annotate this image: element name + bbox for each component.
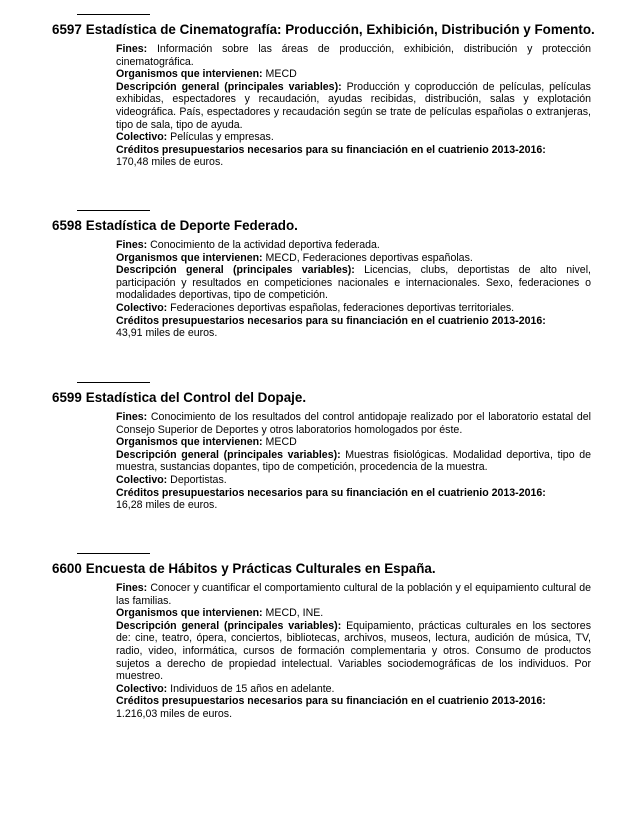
entry-body (116, 582, 591, 721)
entry-title (52, 390, 612, 406)
desc-label: Descripción general (principales variables): (116, 448, 341, 461)
cred-label: Créditos presupuestarios necesarios para su financiación en el cuatrienio 2013-2016: (116, 695, 546, 708)
org-text: MECD (265, 436, 297, 449)
separator-rule (77, 382, 150, 383)
cred-label: Créditos presupuestarios necesarios para su financiación en el cuatrienio 2013-2016: (116, 314, 546, 327)
desc-text: Equipamiento, prácticas culturales en los sectores de: cine, teatro, ópera, conciertos, bibliotecas, archivos, museos, lectura, audición de música, TV, radio, video, informática, cursos de formación complementaria y otros. Consumo de productos sujetos a derecho de propiedad intelectual. Variables sociodemográficas de los individuos. Por muestreo. (116, 619, 591, 683)
col-text: Federaciones deportivas españolas, federaciones deportivas territoriales. (170, 301, 515, 314)
org-text: MECD, INE. (265, 607, 324, 620)
entry-title (52, 218, 612, 234)
entry-number: 6598 (52, 218, 82, 233)
fines-text: Conocimiento de los resultados del control antidopaje realizado por el laboratorio estatal del Consejo Superior de Deportes y otros laboratorios homologados por éste. (116, 411, 591, 436)
org-paragraph (116, 252, 591, 265)
fines-text: Conocer y cuantificar el comportamiento cultural de la población y el equipamiento cultural de las familias. (116, 582, 591, 607)
desc-paragraph (116, 81, 591, 131)
desc-label: Descripción general (principales variables): (116, 264, 355, 277)
entry-body (116, 411, 591, 512)
entry-title-text: Estadística de Deporte Federado. (85, 218, 298, 233)
col-label: Colectivo: (116, 473, 168, 486)
org-text: MECD, Federaciones deportivas españolas. (265, 251, 473, 264)
desc-label: Descripción general (principales variables): (116, 80, 342, 93)
fines-paragraph (116, 43, 591, 68)
col-paragraph (116, 302, 591, 315)
desc-paragraph (116, 264, 591, 302)
desc-paragraph (116, 620, 591, 683)
col-label: Colectivo: (116, 131, 168, 144)
org-label: Organismos que intervienen: (116, 251, 263, 264)
entry-number: 6600 (52, 561, 82, 576)
col-label: Colectivo: (116, 301, 168, 314)
desc-label: Descripción general (principales variables): (116, 619, 342, 632)
entry-body (116, 239, 591, 340)
fines-paragraph (116, 411, 591, 436)
org-paragraph (116, 607, 591, 620)
fines-label: Fines: (116, 411, 148, 423)
separator-rule (77, 210, 150, 211)
entry-title-text: Estadística de Cinematografía: Producción, Exhibición, Distribución y Fomento. (85, 22, 595, 37)
cred-text: 170,48 miles de euros. (116, 156, 224, 169)
cred-text: 16,28 miles de euros. (116, 499, 218, 512)
fines-label: Fines: (116, 239, 148, 251)
entry-title-text: Estadística del Control del Dopaje. (85, 390, 307, 405)
fines-text: Información sobre las áreas de producción, exhibición, distribución y protección cinematográfica. (116, 43, 591, 68)
desc-paragraph (116, 449, 591, 474)
org-label: Organismos que intervienen: (116, 436, 263, 449)
entry-title (52, 561, 612, 577)
entry-body (116, 43, 591, 169)
fines-label: Fines: (116, 43, 148, 55)
org-paragraph (116, 436, 591, 449)
col-text: Individuos de 15 años en adelante. (170, 682, 335, 695)
desc-text: Producción y coproducción de películas, películas exhibidas, espectadores y recaudación, ayudas recibidas, distribución, salas y explotación videográfica. País, espectadores y recaudación según se trate de películas españolas o extranjeras, tipo de sala, tipo de ayuda. (116, 80, 591, 131)
entry-number: 6597 (52, 22, 82, 37)
org-paragraph (116, 68, 591, 81)
col-text: Deportistas. (170, 473, 227, 486)
entry-number: 6599 (52, 390, 82, 405)
col-paragraph (116, 683, 591, 696)
col-paragraph (116, 131, 591, 144)
desc-text: Muestras fisiológicas. Modalidad deportiva, tipo de muestra, sustancias dopantes, tipo de competición, procedencia de la muestra. (116, 448, 591, 474)
col-label: Colectivo: (116, 682, 168, 695)
desc-text: Licencias, clubs, deportistas de alto nivel, participación y resultados en competiciones nacionales e internacionales. Sexo, federaciones o modalidades deportivas, tipo de competición. (116, 264, 591, 302)
org-text: MECD (265, 68, 297, 81)
fines-text: Conocimiento de la actividad deportiva federada. (150, 239, 380, 251)
cred-text: 1.216,03 miles de euros. (116, 707, 233, 720)
cred-label: Créditos presupuestarios necesarios para su financiación en el cuatrienio 2013-2016: (116, 486, 546, 499)
col-text: Películas y empresas. (170, 131, 274, 144)
fines-paragraph (116, 582, 591, 607)
col-paragraph (116, 474, 591, 487)
separator-rule (77, 14, 150, 15)
entry-title (52, 22, 612, 38)
fines-label: Fines: (116, 582, 148, 594)
entry-title-text: Encuesta de Hábitos y Prácticas Culturales en España. (85, 561, 436, 576)
org-label: Organismos que intervienen: (116, 68, 263, 81)
fines-paragraph (116, 239, 591, 252)
cred-text: 43,91 miles de euros. (116, 327, 218, 340)
org-label: Organismos que intervienen: (116, 607, 263, 620)
separator-rule (77, 553, 150, 554)
cred-label: Créditos presupuestarios necesarios para su financiación en el cuatrienio 2013-2016: (116, 143, 546, 156)
